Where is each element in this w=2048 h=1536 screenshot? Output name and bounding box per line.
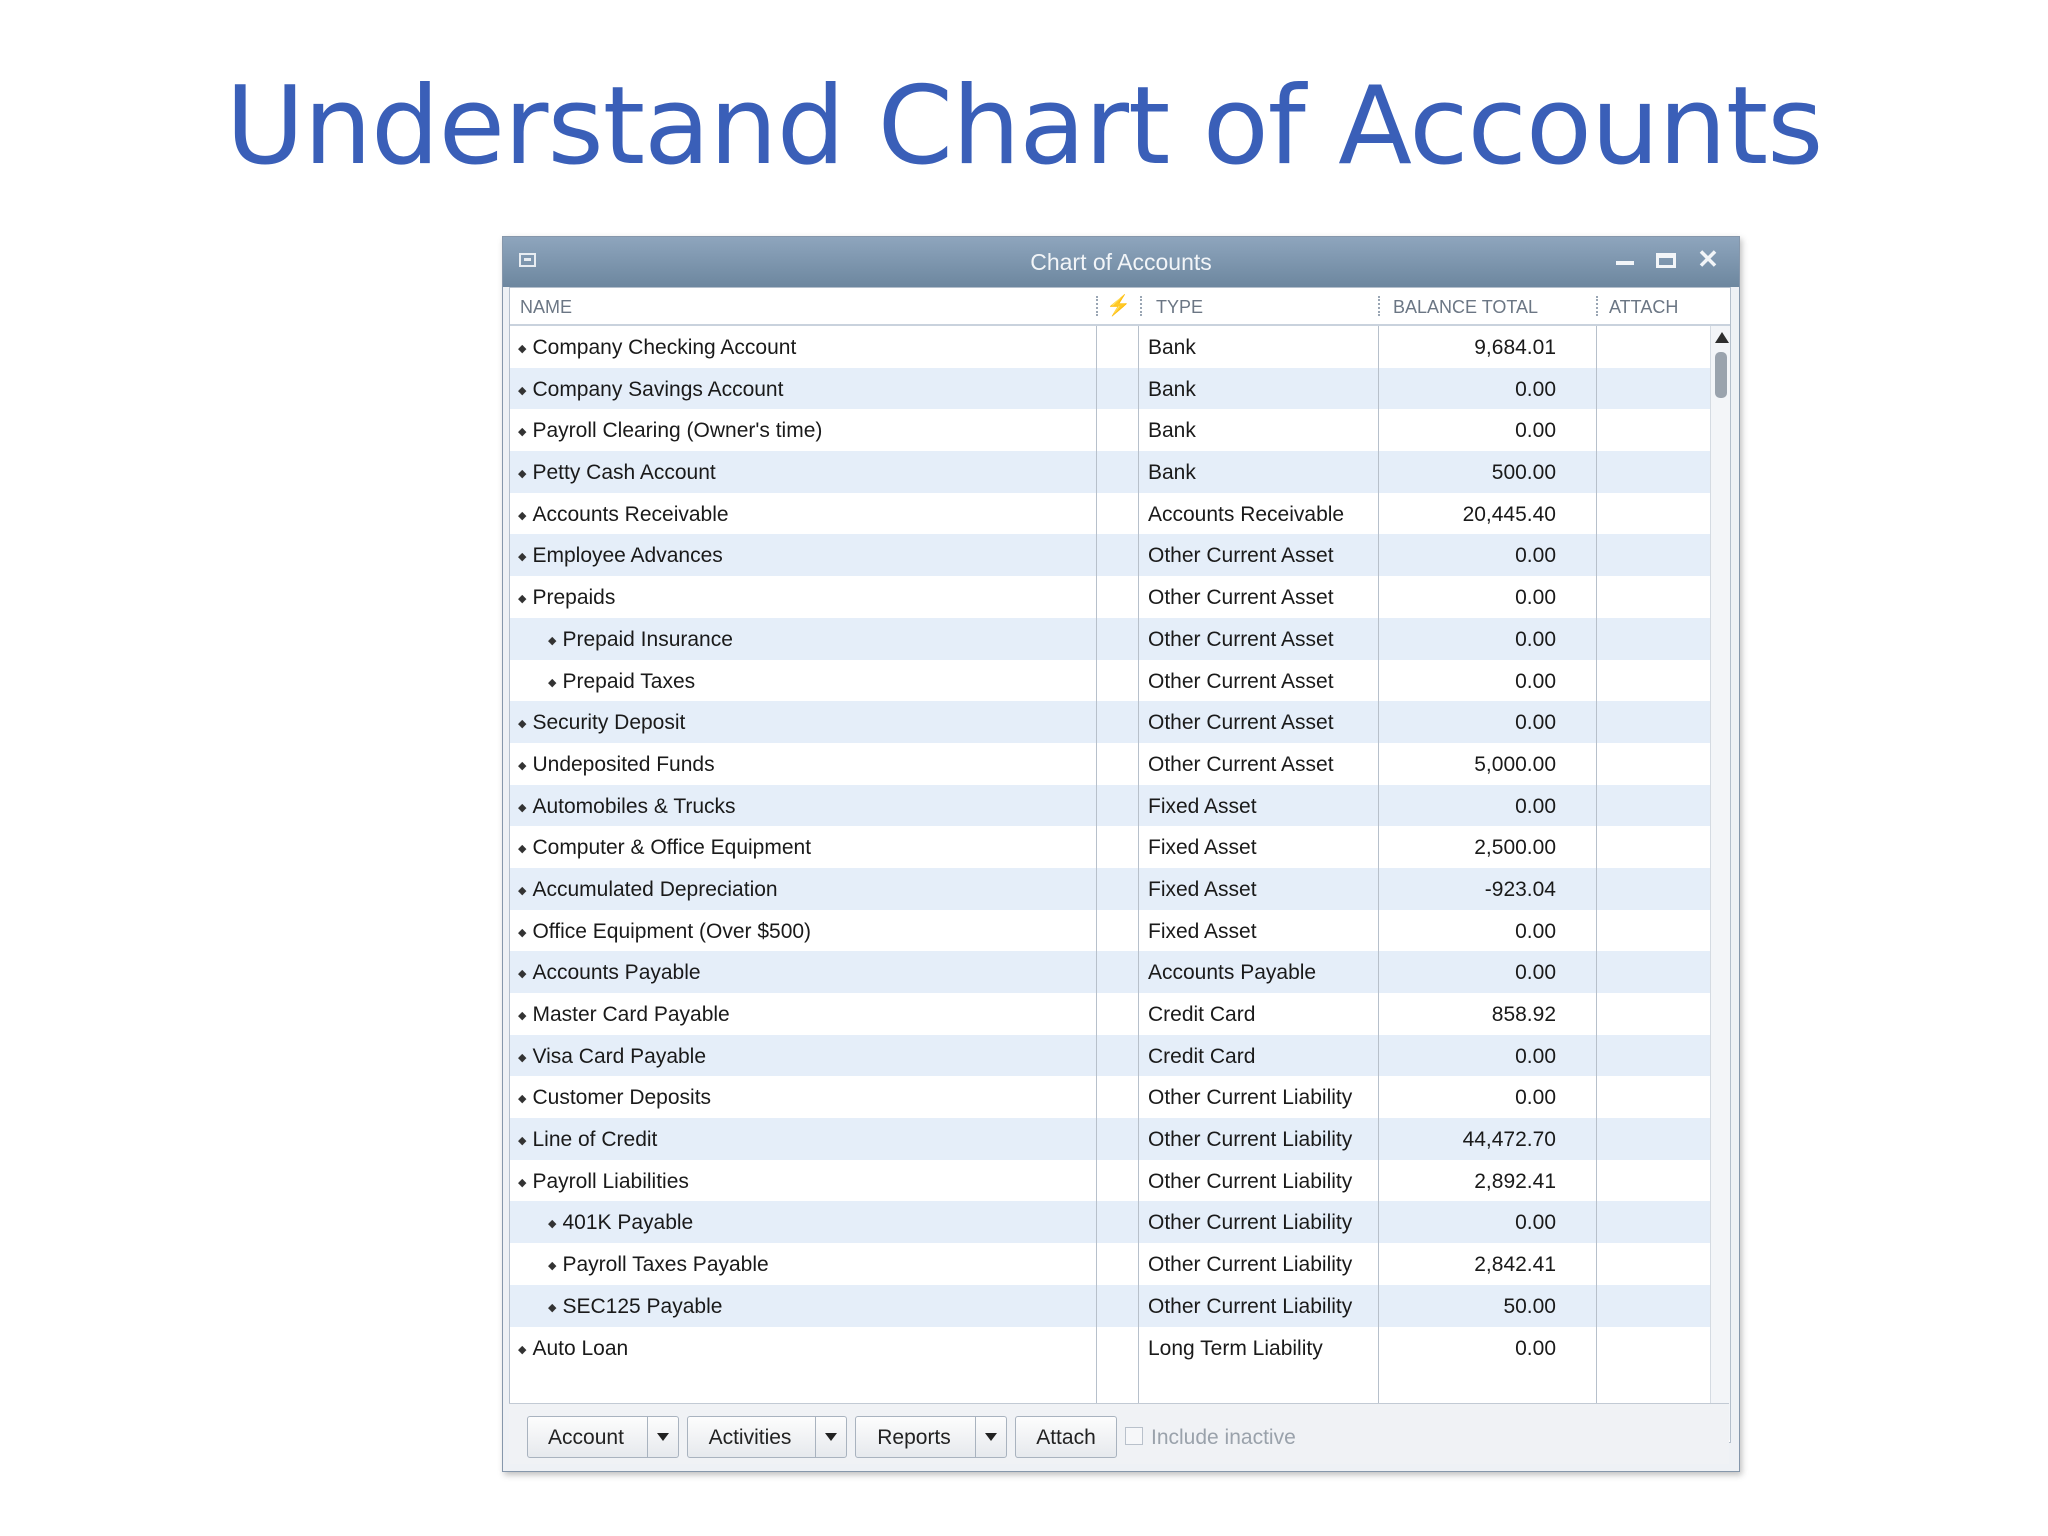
account-name-text: Auto Loan (532, 1336, 629, 1360)
account-name-text: Visa Card Payable (532, 1044, 707, 1068)
account-balance: 0.00 (1515, 1044, 1556, 1068)
account-name-text: Petty Cash Account (532, 461, 716, 485)
account-name-text: Company Checking Account (532, 336, 797, 359)
account-row[interactable] (510, 576, 1710, 618)
account-balance: 20,445.40 (1462, 502, 1556, 526)
account-name (518, 1003, 730, 1027)
account-row[interactable] (510, 701, 1710, 743)
account-row[interactable] (510, 534, 1710, 576)
account-menu-button[interactable] (527, 1416, 679, 1458)
account-type: Other Current Asset (1148, 586, 1334, 610)
account-name (548, 670, 695, 694)
diamond-bullet-icon: ◆ (548, 1301, 557, 1314)
account-row[interactable] (510, 743, 1710, 785)
account-name (518, 378, 783, 402)
window-title: Chart of Accounts (1030, 249, 1212, 275)
account-type: Other Current Asset (1148, 669, 1334, 693)
diamond-bullet-icon: ◆ (518, 968, 527, 981)
account-name (518, 586, 615, 610)
account-balance: 0.00 (1515, 544, 1556, 568)
account-name (518, 544, 723, 568)
accounts-grid (509, 287, 1731, 1443)
account-button-label: Account (548, 1426, 624, 1449)
include-inactive-label[interactable]: Include inactive (1151, 1426, 1296, 1449)
diamond-bullet-icon: ◆ (518, 468, 527, 481)
diamond-bullet-icon: ◆ (518, 718, 527, 731)
account-type: Other Current Liability (1148, 1128, 1353, 1152)
account-row[interactable] (510, 493, 1710, 535)
account-row[interactable] (510, 910, 1710, 952)
column-divider[interactable] (1596, 296, 1598, 316)
account-balance: 0.00 (1515, 919, 1556, 943)
diamond-bullet-icon: ◆ (548, 634, 557, 647)
diamond-bullet-icon: ◆ (548, 676, 557, 689)
account-balance: 0.00 (1515, 669, 1556, 693)
account-name (518, 461, 716, 485)
diamond-bullet-icon: ◆ (518, 801, 527, 814)
column-header-balance-total[interactable]: BALANCE TOTAL (1393, 297, 1539, 317)
account-row[interactable] (510, 1285, 1710, 1327)
account-row[interactable] (510, 826, 1710, 868)
dropdown-arrow-icon[interactable] (647, 1417, 678, 1457)
diamond-bullet-icon: ◆ (548, 1218, 557, 1231)
account-name-text: Security Deposit (532, 711, 686, 735)
diamond-bullet-icon: ◆ (518, 1010, 527, 1022)
account-row[interactable] (510, 326, 1710, 368)
account-type: Bank (1148, 461, 1196, 485)
scroll-up-arrow-icon[interactable] (1715, 332, 1729, 343)
bottom-toolbar (509, 1403, 1729, 1464)
account-row[interactable] (510, 785, 1710, 827)
account-name-text: Master Card Payable (532, 1003, 730, 1026)
account-row[interactable] (510, 1118, 1710, 1160)
account-type: Fixed Asset (1148, 877, 1257, 901)
account-name (518, 920, 811, 944)
account-balance: 44,472.70 (1462, 1128, 1556, 1152)
account-name-text: Office Equipment (Over $500) (532, 919, 812, 943)
chart-of-accounts-window (502, 236, 1740, 1472)
column-divider[interactable] (1378, 296, 1380, 316)
account-type: Long Term Liability (1148, 1336, 1323, 1360)
account-name (518, 961, 701, 985)
account-row[interactable] (510, 1076, 1710, 1118)
slide-title: Understand Chart of Accounts (225, 64, 1823, 189)
account-balance: 0.00 (1515, 1336, 1556, 1360)
account-name (518, 419, 822, 443)
column-gridline (1378, 326, 1379, 1442)
account-name (518, 1086, 711, 1110)
window-titlebar[interactable] (503, 237, 1739, 287)
diamond-bullet-icon: ◆ (518, 426, 527, 439)
account-name (518, 1337, 628, 1361)
diamond-bullet-icon: ◆ (518, 1343, 527, 1356)
diamond-bullet-icon: ◆ (518, 509, 527, 522)
account-type: Accounts Payable (1148, 961, 1317, 985)
account-name-text: Prepaid Insurance (562, 627, 733, 651)
account-name-text: Automobiles & Trucks (532, 794, 736, 818)
account-type: Other Current Asset (1148, 627, 1334, 651)
reports-button-label: Reports (877, 1426, 951, 1449)
account-row[interactable] (510, 368, 1710, 410)
account-name (518, 795, 736, 819)
account-balance: 9,684.01 (1474, 336, 1556, 359)
account-name (548, 1253, 769, 1277)
account-balance: 2,500.00 (1474, 836, 1556, 860)
account-name (548, 628, 733, 652)
account-name (518, 1045, 706, 1069)
account-row[interactable] (510, 409, 1710, 451)
account-name-text: Payroll Clearing (Owner's time) (532, 419, 823, 443)
attach-button-label: Attach (1036, 1426, 1096, 1449)
column-header-attach[interactable]: ATTACH (1609, 297, 1679, 317)
diamond-bullet-icon: ◆ (518, 1176, 527, 1189)
account-name-text: Computer & Office Equipment (532, 836, 812, 860)
dropdown-arrow-icon[interactable] (975, 1417, 1006, 1457)
account-name (518, 836, 811, 860)
column-header-name[interactable]: NAME (520, 297, 573, 317)
account-balance: -923.04 (1484, 877, 1556, 901)
account-name (548, 1295, 722, 1319)
diamond-bullet-icon: ◆ (518, 926, 527, 939)
account-type: Other Current Asset (1148, 752, 1334, 776)
account-balance: 0.00 (1515, 377, 1556, 401)
account-balance: 0.00 (1515, 586, 1556, 610)
lightning-bolt-icon[interactable]: ⚡ (1106, 295, 1131, 317)
account-row[interactable] (510, 660, 1710, 702)
account-name-text: Accounts Payable (532, 961, 701, 985)
diamond-bullet-icon: ◆ (518, 759, 527, 772)
diamond-bullet-icon: ◆ (518, 1093, 527, 1106)
account-balance: 0.00 (1515, 1086, 1556, 1110)
account-type: Accounts Receivable (1148, 502, 1345, 526)
column-divider[interactable] (1096, 296, 1098, 316)
account-type: Fixed Asset (1148, 794, 1257, 818)
account-type: Other Current Liability (1148, 1211, 1353, 1235)
account-name-text: Prepaid Taxes (562, 669, 696, 693)
vertical-scrollbar[interactable] (1710, 326, 1731, 1440)
diamond-bullet-icon: ◆ (518, 384, 527, 397)
account-name (518, 878, 778, 902)
activities-menu-button[interactable] (687, 1416, 847, 1458)
account-balance: 500.00 (1491, 461, 1556, 485)
account-row[interactable] (510, 951, 1710, 993)
account-name (518, 711, 685, 735)
diamond-bullet-icon: ◆ (518, 884, 527, 897)
account-balance: 0.00 (1515, 627, 1556, 651)
account-type: Other Current Liability (1148, 1169, 1353, 1193)
account-name-text: Prepaids (532, 586, 616, 610)
account-type: Credit Card (1148, 1044, 1256, 1068)
diamond-bullet-icon: ◆ (548, 1260, 557, 1273)
account-type: Credit Card (1148, 1003, 1256, 1026)
account-type: Fixed Asset (1148, 919, 1257, 943)
close-icon[interactable]: ✕ (1697, 244, 1719, 274)
diamond-bullet-icon: ◆ (518, 343, 527, 355)
account-name-text: Customer Deposits (532, 1086, 712, 1110)
account-type: Other Current Liability (1148, 1253, 1353, 1277)
column-gridline (1138, 326, 1139, 1442)
account-balance: 0.00 (1515, 794, 1556, 818)
account-row[interactable] (510, 1201, 1710, 1243)
account-row[interactable] (510, 451, 1710, 493)
account-name (518, 753, 715, 777)
minimize-icon[interactable] (1610, 245, 1640, 275)
diamond-bullet-icon: ◆ (518, 593, 527, 606)
reports-menu-button[interactable] (855, 1416, 1007, 1458)
account-balance: 0.00 (1515, 1211, 1556, 1235)
account-rows (510, 326, 1710, 1368)
include-inactive-checkbox[interactable] (1125, 1427, 1143, 1445)
dropdown-arrow-icon[interactable] (815, 1417, 846, 1457)
account-name-text: Company Savings Account (532, 377, 784, 401)
account-type: Bank (1148, 419, 1196, 443)
account-balance: 858.92 (1491, 1003, 1556, 1026)
diamond-bullet-icon: ◆ (518, 1051, 527, 1064)
grid-header (510, 288, 1730, 326)
account-balance: 0.00 (1515, 961, 1556, 985)
account-row[interactable] (510, 868, 1710, 910)
diamond-bullet-icon: ◆ (518, 551, 527, 564)
account-type: Bank (1148, 377, 1196, 401)
account-name (518, 1128, 657, 1152)
diamond-bullet-icon: ◆ (518, 1135, 527, 1148)
account-name (518, 503, 729, 527)
account-name-text: Undeposited Funds (532, 752, 715, 776)
account-name-text: Payroll Taxes Payable (562, 1253, 769, 1277)
account-type: Bank (1148, 336, 1196, 359)
account-type: Other Current Asset (1148, 544, 1334, 568)
account-type: Fixed Asset (1148, 836, 1257, 860)
account-name-text: Employee Advances (532, 544, 723, 568)
account-balance: 0.00 (1515, 711, 1556, 735)
account-name-text: Accounts Receivable (532, 502, 729, 526)
account-name-text: Payroll Liabilities (532, 1169, 689, 1193)
column-header-type[interactable]: TYPE (1156, 297, 1204, 317)
account-type: Other Current Liability (1148, 1086, 1353, 1110)
column-gridline (1096, 326, 1097, 1442)
account-name (518, 336, 796, 360)
account-balance: 0.00 (1515, 419, 1556, 443)
scroll-thumb[interactable] (1715, 352, 1727, 398)
activities-button-label: Activities (708, 1426, 792, 1449)
account-name-text: Accumulated Depreciation (532, 877, 778, 901)
diamond-bullet-icon: ◆ (518, 843, 527, 856)
account-name (518, 1170, 689, 1194)
account-row[interactable] (510, 993, 1710, 1035)
column-divider[interactable] (1140, 296, 1142, 316)
account-row[interactable] (510, 1035, 1710, 1077)
attach-button[interactable] (1015, 1416, 1117, 1458)
account-name-text: 401K Payable (562, 1211, 694, 1235)
column-gridline (1596, 326, 1597, 1442)
account-type: Other Current Liability (1148, 1294, 1353, 1318)
account-row[interactable] (510, 1243, 1710, 1285)
account-name (548, 1211, 693, 1235)
account-balance: 2,842.41 (1474, 1253, 1556, 1277)
account-type: Other Current Asset (1148, 711, 1334, 735)
account-balance: 5,000.00 (1474, 752, 1556, 776)
account-row[interactable] (510, 1160, 1710, 1202)
account-name-text: Line of Credit (532, 1128, 658, 1152)
maximize-icon[interactable] (1651, 245, 1681, 275)
account-row[interactable] (510, 618, 1710, 660)
account-balance: 50.00 (1503, 1294, 1556, 1318)
account-row[interactable] (510, 1327, 1710, 1369)
account-name-text: SEC125 Payable (562, 1294, 723, 1318)
account-balance: 2,892.41 (1474, 1169, 1556, 1193)
